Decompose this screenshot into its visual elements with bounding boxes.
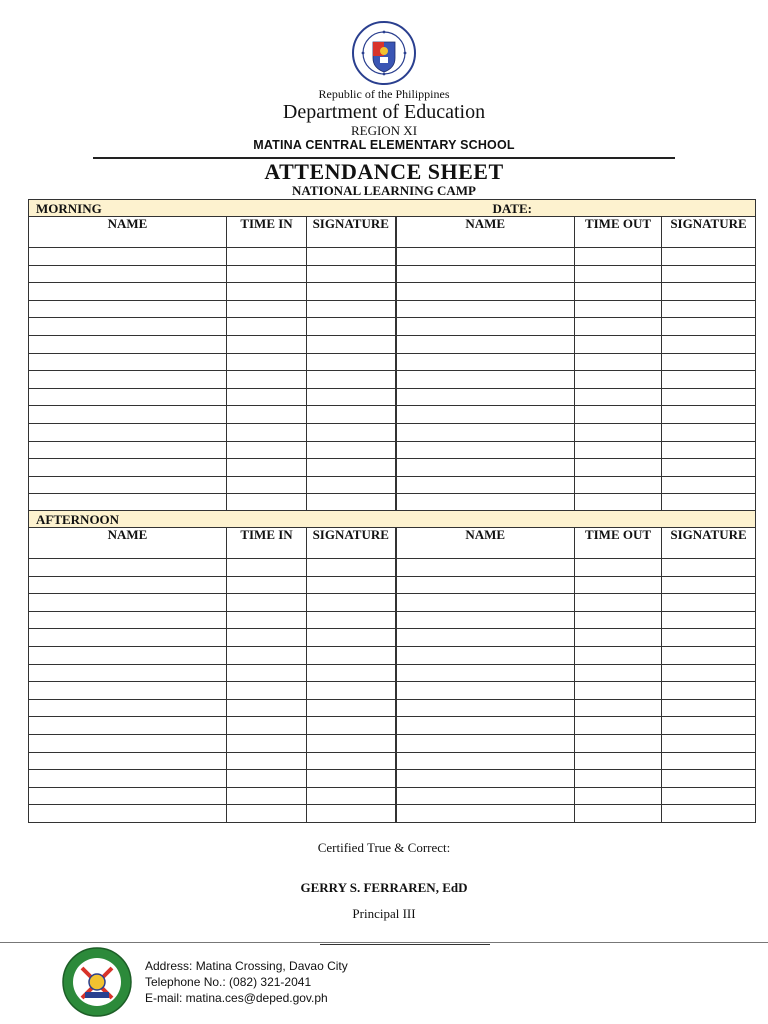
header-name: NAME [396, 217, 575, 248]
blank-cell [396, 734, 575, 752]
blank-cell [307, 770, 396, 788]
signatory-name: GERRY S. FERRAREN, EdD [300, 880, 468, 895]
blank-cell [396, 699, 575, 717]
blank-cell [29, 476, 227, 494]
blank-cell [29, 388, 227, 406]
blank-cell [575, 441, 662, 459]
blank-cell [29, 335, 227, 353]
table-row [29, 611, 756, 629]
blank-cell [396, 265, 575, 283]
table-row [29, 734, 756, 752]
blank-cell [307, 805, 396, 823]
blank-cell [29, 699, 227, 717]
blank-cell [227, 459, 307, 477]
blank-cell [575, 406, 662, 424]
blank-cell [396, 423, 575, 441]
blank-cell [307, 441, 396, 459]
table-row [29, 441, 756, 459]
blank-cell [396, 300, 575, 318]
school-logo-icon [58, 946, 136, 1018]
blank-cell [227, 476, 307, 494]
blank-cell [227, 805, 307, 823]
blank-cell [575, 335, 662, 353]
table-row [29, 406, 756, 424]
blank-cell [227, 717, 307, 735]
blank-cell [396, 318, 575, 336]
blank-cell [307, 283, 396, 301]
blank-cell [29, 459, 227, 477]
blank-cell [29, 248, 227, 266]
blank-cell [227, 371, 307, 389]
blank-cell [662, 388, 756, 406]
blank-cell [662, 629, 756, 647]
footer-telephone: Telephone No.: (082) 321-2041 [145, 975, 312, 989]
blank-cell [307, 629, 396, 647]
blank-cell [662, 406, 756, 424]
signatory-position: Principal III [352, 906, 416, 921]
page-subtitle: NATIONAL LEARNING CAMP [292, 183, 476, 198]
blank-cell [307, 682, 396, 700]
header-signature: SIGNATURE [307, 217, 396, 248]
school-name: MATINA CENTRAL ELEMENTARY SCHOOL [253, 138, 515, 152]
blank-cell [29, 787, 227, 805]
header-time-out: TIME OUT [575, 217, 662, 248]
blank-cell [575, 611, 662, 629]
blank-cell [396, 576, 575, 594]
table-row [29, 664, 756, 682]
table-row [29, 717, 756, 735]
blank-cell [662, 459, 756, 477]
blank-cell [575, 734, 662, 752]
morning-section-label: MORNING [29, 200, 396, 217]
blank-cell [575, 559, 662, 577]
blank-cell [575, 318, 662, 336]
blank-cell [662, 265, 756, 283]
blank-cell [307, 353, 396, 371]
blank-cell [307, 752, 396, 770]
blank-cell [575, 646, 662, 664]
blank-cell [29, 646, 227, 664]
blank-cell [396, 283, 575, 301]
table-row [29, 559, 756, 577]
blank-cell [227, 335, 307, 353]
header-signature: SIGNATURE [662, 217, 756, 248]
blank-cell [662, 300, 756, 318]
blank-cell [662, 752, 756, 770]
blank-cell [227, 388, 307, 406]
blank-cell [307, 494, 396, 512]
certification-line: Certified True & Correct: [317, 840, 451, 855]
blank-cell [662, 371, 756, 389]
table-row [29, 576, 756, 594]
blank-cell [575, 494, 662, 512]
header-name: NAME [29, 528, 227, 559]
deped-seal-icon [351, 20, 417, 86]
blank-cell [575, 805, 662, 823]
header-time-in: TIME IN [227, 528, 307, 559]
afternoon-attendance-table [28, 510, 756, 823]
blank-cell [396, 353, 575, 371]
blank-cell [662, 318, 756, 336]
blank-cell [396, 248, 575, 266]
blank-cell [307, 734, 396, 752]
blank-cell [227, 318, 307, 336]
blank-cell [307, 699, 396, 717]
blank-cell [396, 406, 575, 424]
blank-cell [575, 459, 662, 477]
footer-email: E-mail: matina.ces@deped.gov.ph [145, 991, 328, 1005]
blank-cell [396, 787, 575, 805]
blank-cell [575, 576, 662, 594]
blank-cell [29, 629, 227, 647]
blank-cell [396, 559, 575, 577]
blank-cell [396, 770, 575, 788]
blank-cell [662, 476, 756, 494]
blank-cell [662, 699, 756, 717]
blank-cell [29, 559, 227, 577]
header-time-in: TIME IN [227, 217, 307, 248]
blank-cell [396, 371, 575, 389]
blank-cell [29, 717, 227, 735]
table-row [29, 699, 756, 717]
blank-cell [227, 664, 307, 682]
blank-cell [29, 594, 227, 612]
blank-cell [227, 494, 307, 512]
table-row [29, 283, 756, 301]
table-row [29, 594, 756, 612]
blank-cell [396, 717, 575, 735]
blank-cell [307, 559, 396, 577]
blank-cell [575, 265, 662, 283]
table-row [29, 752, 756, 770]
blank-cell [29, 423, 227, 441]
blank-cell [662, 664, 756, 682]
afternoon-section-label: AFTERNOON [29, 511, 756, 528]
blank-cell [575, 699, 662, 717]
blank-cell [575, 629, 662, 647]
date-label: DATE: [396, 200, 756, 217]
blank-cell [396, 494, 575, 512]
blank-cell [29, 441, 227, 459]
table-row [29, 459, 756, 477]
blank-cell [307, 388, 396, 406]
blank-cell [662, 494, 756, 512]
table-row [29, 248, 756, 266]
table-row [29, 476, 756, 494]
header-name: NAME [396, 528, 575, 559]
blank-cell [575, 388, 662, 406]
blank-cell [662, 805, 756, 823]
blank-cell [227, 559, 307, 577]
blank-cell [575, 371, 662, 389]
blank-cell [396, 594, 575, 612]
blank-cell [575, 770, 662, 788]
blank-cell [227, 699, 307, 717]
table-row [29, 423, 756, 441]
blank-cell [662, 787, 756, 805]
table-row [29, 787, 756, 805]
blank-cell [29, 494, 227, 512]
blank-cell [227, 265, 307, 283]
blank-cell [307, 248, 396, 266]
blank-cell [227, 423, 307, 441]
blank-cell [227, 682, 307, 700]
table-row [29, 388, 756, 406]
blank-cell [227, 646, 307, 664]
blank-cell [575, 423, 662, 441]
blank-cell [396, 335, 575, 353]
blank-cell [662, 441, 756, 459]
blank-cell [29, 406, 227, 424]
blank-cell [662, 353, 756, 371]
table-row [29, 629, 756, 647]
blank-cell [227, 752, 307, 770]
blank-cell [575, 594, 662, 612]
blank-cell [396, 459, 575, 477]
blank-cell [227, 441, 307, 459]
table-row [29, 353, 756, 371]
blank-cell [307, 423, 396, 441]
blank-cell [227, 248, 307, 266]
blank-cell [307, 406, 396, 424]
blank-cell [227, 594, 307, 612]
blank-cell [29, 664, 227, 682]
blank-cell [396, 629, 575, 647]
blank-cell [227, 353, 307, 371]
blank-cell [307, 335, 396, 353]
blank-cell [227, 576, 307, 594]
blank-cell [227, 406, 307, 424]
blank-cell [662, 248, 756, 266]
blank-cell [662, 335, 756, 353]
blank-cell [29, 805, 227, 823]
blank-cell [227, 770, 307, 788]
department-name: Department of Education [282, 101, 486, 123]
header-time-out: TIME OUT [575, 528, 662, 559]
header-signature: SIGNATURE [307, 528, 396, 559]
page-title: ATTENDANCE SHEET [264, 159, 504, 184]
blank-cell [29, 371, 227, 389]
footer-address: Address: Matina Crossing, Davao City [145, 959, 348, 973]
blank-cell [307, 476, 396, 494]
blank-cell [307, 300, 396, 318]
blank-cell [662, 559, 756, 577]
blank-cell [29, 318, 227, 336]
table-row [29, 318, 756, 336]
blank-cell [307, 787, 396, 805]
blank-cell [29, 576, 227, 594]
table-row [29, 770, 756, 788]
republic-line: Republic of the Philippines [318, 87, 450, 101]
blank-cell [29, 353, 227, 371]
morning-attendance-table [28, 199, 756, 512]
blank-cell [662, 770, 756, 788]
blank-cell [396, 752, 575, 770]
blank-cell [227, 611, 307, 629]
table-row [29, 682, 756, 700]
blank-cell [662, 423, 756, 441]
blank-cell [396, 682, 575, 700]
blank-cell [29, 300, 227, 318]
blank-cell [575, 248, 662, 266]
blank-cell [575, 300, 662, 318]
blank-cell [227, 734, 307, 752]
table-row [29, 494, 756, 512]
footer-divider-accent [320, 944, 490, 945]
blank-cell [575, 476, 662, 494]
blank-cell [29, 770, 227, 788]
blank-cell [396, 476, 575, 494]
blank-cell [396, 646, 575, 664]
blank-cell [662, 717, 756, 735]
blank-cell [29, 734, 227, 752]
blank-cell [396, 611, 575, 629]
blank-cell [662, 594, 756, 612]
blank-cell [396, 388, 575, 406]
blank-cell [307, 611, 396, 629]
header-signature: SIGNATURE [662, 528, 756, 559]
blank-cell [575, 682, 662, 700]
blank-cell [662, 734, 756, 752]
blank-cell [307, 594, 396, 612]
blank-cell [307, 459, 396, 477]
table-row [29, 805, 756, 823]
footer-contact [145, 958, 348, 1006]
blank-cell [307, 576, 396, 594]
blank-cell [396, 805, 575, 823]
blank-cell [396, 664, 575, 682]
footer-divider [0, 942, 768, 943]
blank-cell [227, 787, 307, 805]
blank-cell [575, 353, 662, 371]
blank-cell [662, 682, 756, 700]
blank-cell [396, 441, 575, 459]
table-row [29, 300, 756, 318]
blank-cell [29, 611, 227, 629]
blank-cell [29, 752, 227, 770]
blank-cell [575, 787, 662, 805]
blank-cell [662, 283, 756, 301]
blank-cell [307, 717, 396, 735]
blank-cell [575, 664, 662, 682]
region-name: REGION XI [350, 123, 418, 138]
blank-cell [227, 283, 307, 301]
table-row [29, 335, 756, 353]
blank-cell [227, 629, 307, 647]
blank-cell [575, 283, 662, 301]
blank-cell [662, 576, 756, 594]
blank-cell [307, 318, 396, 336]
blank-cell [307, 371, 396, 389]
blank-cell [575, 717, 662, 735]
blank-cell [307, 664, 396, 682]
blank-cell [227, 300, 307, 318]
blank-cell [662, 646, 756, 664]
blank-cell [29, 283, 227, 301]
blank-cell [307, 265, 396, 283]
blank-cell [307, 646, 396, 664]
header-name: NAME [29, 217, 227, 248]
blank-cell [29, 265, 227, 283]
table-row [29, 265, 756, 283]
table-row [29, 371, 756, 389]
blank-cell [29, 682, 227, 700]
blank-cell [662, 611, 756, 629]
table-row [29, 646, 756, 664]
blank-cell [575, 752, 662, 770]
